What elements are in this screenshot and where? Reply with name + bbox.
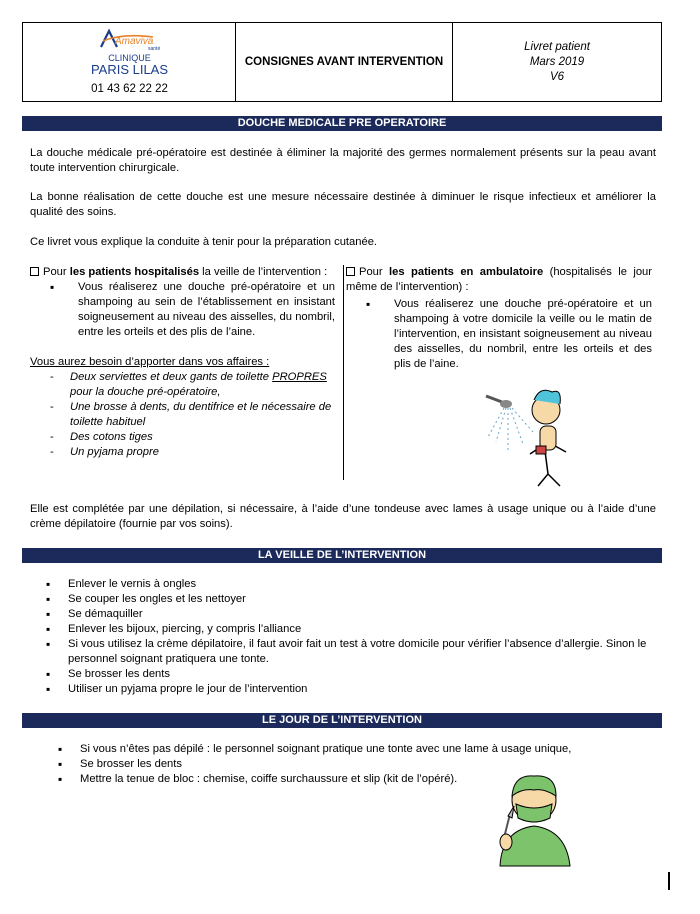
page-margin-mark — [668, 872, 670, 890]
list-item: ▪ Enlever les bijoux, piercing, y compris l’alliance — [22, 622, 652, 637]
veille-list — [22, 577, 652, 697]
doc-type: Livret patient — [524, 40, 590, 53]
ambulatory-list — [346, 297, 652, 372]
clinic-line2: PARIS LILAS — [90, 62, 169, 77]
doc-title: CONSIGNES AVANT INTERVENTION — [236, 23, 453, 101]
para-guide: Ce livret vous explique la conduite à tenir pour la préparation cutanée. — [30, 236, 378, 248]
surgeon-illustration-icon — [494, 768, 576, 868]
doc-meta — [453, 23, 661, 101]
doc-date: Mars 2019 — [529, 55, 585, 68]
column-divider — [343, 265, 344, 480]
hospitalised-intro: Pour les patients hospitalisés la veille de l’intervention : — [30, 265, 335, 280]
para-intro: La douche médicale pré-opératoire est destinée à éliminer la majorité des germes normalement présents sur la peau avant toute intervention chirurgicale. — [30, 147, 656, 174]
header-table — [22, 22, 662, 102]
hospitalised-list — [30, 280, 335, 340]
needs-list — [30, 370, 335, 460]
amaviva-logo-icon — [93, 27, 183, 51]
list-item: ▪ Mettre la tenue de bloc : chemise, coiffe surchaussure et slip (kit de l’opéré). — [22, 772, 652, 787]
list-item: ▪ Se couper les ongles et les nettoyer — [22, 592, 652, 607]
list-item: ▪ Si vous utilisez la crème dépilatoire, il faut avoir fait un test à votre domicile pour vérifier l’absence d’allergie. Sinon le personnel soignant pratiquera une tonte. — [22, 637, 652, 667]
list-item: ▪ Vous réaliserez une douche pré-opératoire et un shampoing au sein de l’établissement en insistant soigneusement au niveau des aisselles, du nombril, entre les orteils et des plis de l’aine. — [30, 280, 335, 340]
logo-sub: santé — [148, 46, 161, 51]
veille-list-wrap — [22, 577, 652, 697]
list-item: ▪ Vous réaliserez une douche pré-opératoire et un shampoing à votre domicile la veille ou le matin de l’intervention, en insistant soigneusement au niveau des aisselles, du nombril, entre les orteils et des plis de l’aine. — [346, 297, 652, 372]
list-item: - Des cotons tiges — [30, 430, 335, 445]
shower-illustration-icon — [478, 382, 588, 488]
checkbox-icon — [30, 267, 39, 276]
list-item: ▪ Enlever le vernis à ongles — [22, 577, 652, 592]
column-ambulatory — [346, 265, 652, 372]
logo-brand: Amaviva — [115, 36, 154, 47]
list-item: ▪ Se brosser les dents — [22, 757, 652, 772]
section-heading-jour: LE JOUR DE L’INTERVENTION — [22, 713, 662, 728]
clinic-line1: CLINIQUE — [108, 53, 151, 63]
para-depilation: Elle est complétée par une dépilation, si nécessaire, à l’aide d’une tondeuse avec lames à usage unique ou à l’aide d’une crème dépilatoire (fournie par vos soins). — [30, 503, 656, 530]
list-item: ▪ Se démaquiller — [22, 607, 652, 622]
para-risk: La bonne réalisation de cette douche est une mesure nécessaire destinée à diminuer le risque infectieux et améliorer la qualité des soins. — [30, 191, 656, 218]
list-item: - Deux serviettes et deux gants de toilette PROPRES pour la douche pré-opératoire, — [30, 370, 335, 400]
doc-version: V6 — [549, 70, 565, 83]
section-heading-veille: LA VEILLE DE L’INTERVENTION — [22, 548, 662, 563]
checkbox-icon — [346, 267, 355, 276]
section-heading-douche: DOUCHE MEDICALE PRE OPERATOIRE — [22, 116, 662, 131]
needs-title: Vous aurez besoin d’apporter dans vos affaires : — [30, 356, 270, 368]
list-item: - Un pyjama propre — [30, 445, 335, 460]
list-item: - Une brosse à dents, du dentifrice et le nécessaire de toilette habituel — [30, 400, 335, 430]
phone: 01 43 62 22 22 — [91, 83, 168, 95]
list-item: ▪ Utiliser un pyjama propre le jour de l’intervention — [22, 682, 652, 697]
column-hospitalised — [30, 265, 335, 460]
list-item: ▪ Se brosser les dents — [22, 667, 652, 682]
list-item: ▪ Si vous n’êtes pas dépilé : le personnel soignant pratique une tonte avec une lame à usage unique, — [22, 742, 652, 757]
logo-cell — [23, 23, 236, 101]
ambulatory-intro: Pour les patients en ambulatoire (hospitalisés le jour même de l’intervention) : — [346, 266, 652, 293]
